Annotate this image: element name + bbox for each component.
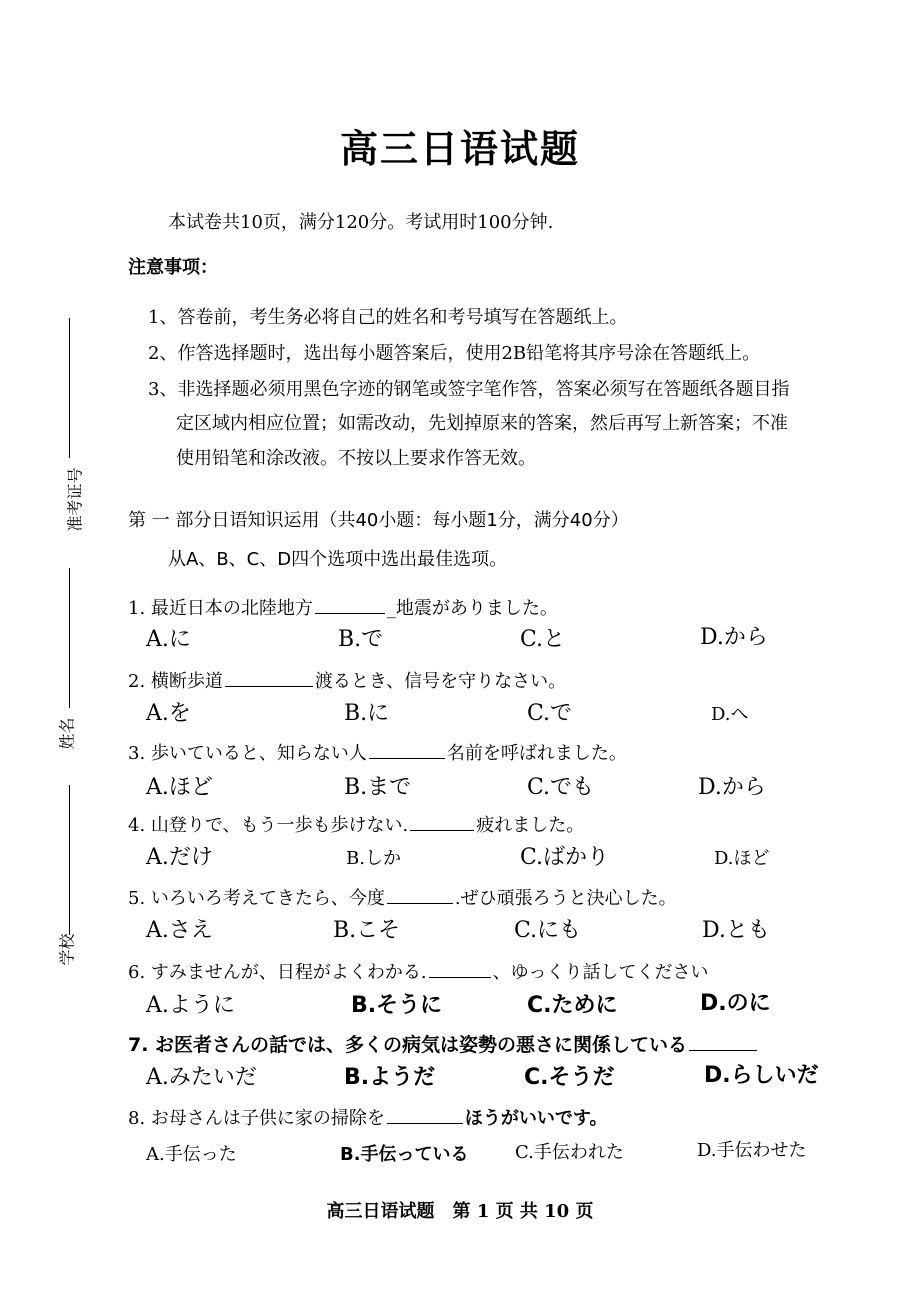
option-a: A.を <box>146 701 191 726</box>
answer-blank <box>410 812 474 831</box>
question-2 <box>128 667 566 693</box>
option-b: B.手伝っている <box>340 1144 469 1165</box>
question-stem: 7. お医者さんの話では、多くの病気は姿勢の悪さに関係している <box>128 1034 688 1056</box>
intro-text: 本试卷共10页，满分120分。考试用时100分钟. <box>168 212 554 233</box>
question-stem-end: .ぜひ頑張ろうと決心した。 <box>454 888 677 909</box>
question-1 <box>128 594 558 620</box>
question-stem-end: 名前を呼ばれました。 <box>446 743 627 764</box>
option-d: D.から <box>698 775 766 800</box>
notice-item: 1、答卷前，考生务必将自己的姓名和考号填写在答题纸上。 <box>148 307 628 328</box>
question-3 <box>128 739 627 765</box>
question-stem: 3. 歩いていると、知らない人 <box>128 743 367 764</box>
option-a: A.ように <box>146 993 235 1018</box>
answer-blank <box>689 1032 757 1051</box>
notice-item: 3、非选择题必须用黑色字迹的钢笔或签字笔作答，答案必须写在答题纸各题目指 <box>148 379 790 400</box>
exam-number-label: 准考证号 <box>65 467 85 532</box>
option-b: B.に <box>344 701 390 726</box>
option-c: C.そうだ <box>524 1065 615 1090</box>
option-a: A.手伝った <box>146 1144 237 1165</box>
answer-blank <box>429 959 491 978</box>
question-stem-end: 渡るとき、信号を守りなさい。 <box>314 671 567 692</box>
option-a: A.に <box>146 627 191 652</box>
option-b: B.ようだ <box>344 1065 436 1090</box>
option-d: D.のに <box>700 991 771 1016</box>
option-a: A.さえ <box>146 918 213 943</box>
binding-line <box>69 318 70 458</box>
question-6 <box>128 958 708 984</box>
question-7 <box>128 1030 759 1057</box>
question-5 <box>128 884 677 910</box>
section-heading: 第 一 部分日语知识运用（共40小题：每小题1分，满分40分） <box>128 510 629 531</box>
question-stem: 6. すみませんが、日程がよくわかる. <box>128 962 427 983</box>
question-stem-end: 疲れました。 <box>476 815 585 836</box>
notice-heading: 注意事项： <box>128 257 218 278</box>
option-d: D.から <box>700 625 768 650</box>
option-c: C.でも <box>527 775 595 800</box>
option-a: A.ほど <box>146 775 213 800</box>
option-b: B.しか <box>346 848 401 869</box>
name-label: 姓名 <box>57 717 77 750</box>
answer-blank <box>387 885 453 904</box>
page-footer: 高三日语试题 第 1 页 共 10 页 <box>326 1201 594 1222</box>
option-d: D.とも <box>702 918 770 943</box>
notice-item: 使用铅笔和涂改液。不按以上要求作答无效。 <box>176 448 536 469</box>
question-stem: 2. 横断歩道 <box>128 671 223 692</box>
option-d: D.手伝わせた <box>697 1140 807 1161</box>
question-stem-end: _地震がありました。 <box>386 598 558 619</box>
option-d: D.らしいだ <box>704 1063 819 1088</box>
answer-blank <box>387 1105 463 1124</box>
option-c: C.で <box>527 701 573 726</box>
answer-blank <box>369 740 445 759</box>
question-4 <box>128 811 584 837</box>
notice-item: 定区域内相应位置；如需改动，先划掉原来的答案，然后再写上新答案；不准 <box>176 413 788 434</box>
question-stem-end: 、ゆっくり話してください <box>492 962 709 983</box>
question-stem-end: ほうがいいです。 <box>464 1108 608 1129</box>
option-c: C.ばかり <box>520 845 610 870</box>
option-b: B.こそ <box>333 918 401 943</box>
option-c: C.手伝われた <box>515 1142 624 1163</box>
option-c: C.ために <box>527 993 618 1018</box>
notice-item: 2、作答选择题时，选出每小题答案后，使用2B铅笔将其序号涂在答题纸上。 <box>148 343 761 364</box>
option-d: D.ほど <box>714 848 770 869</box>
binding-line <box>69 785 70 935</box>
option-a: A.だけ <box>146 845 213 870</box>
answer-blank <box>315 595 385 614</box>
question-stem: 5. いろいろ考えてきたら、今度 <box>128 888 385 909</box>
section-instruction: 从A、B、C、D四个选项中选出最佳选项。 <box>168 549 508 570</box>
option-a: A.みたいだ <box>146 1065 257 1090</box>
school-label: 学校 <box>57 933 77 966</box>
option-b: B.まで <box>344 775 412 800</box>
option-b: B.で <box>338 627 384 652</box>
binding-line <box>69 568 70 708</box>
option-c: C.と <box>520 627 566 652</box>
answer-blank <box>225 668 313 687</box>
question-stem: 8. お母さんは子供に家の掃除を <box>128 1108 385 1129</box>
page-title: 高三日语试题 <box>339 127 580 171</box>
option-c: C.にも <box>514 918 582 943</box>
option-b: B.そうに <box>351 993 443 1018</box>
question-stem: 1. 最近日本の北陸地方 <box>128 598 313 619</box>
question-8 <box>128 1104 607 1130</box>
option-d: D.へ <box>711 704 749 725</box>
question-stem: 4. 山登りで、もう一歩も歩けない. <box>128 815 409 836</box>
